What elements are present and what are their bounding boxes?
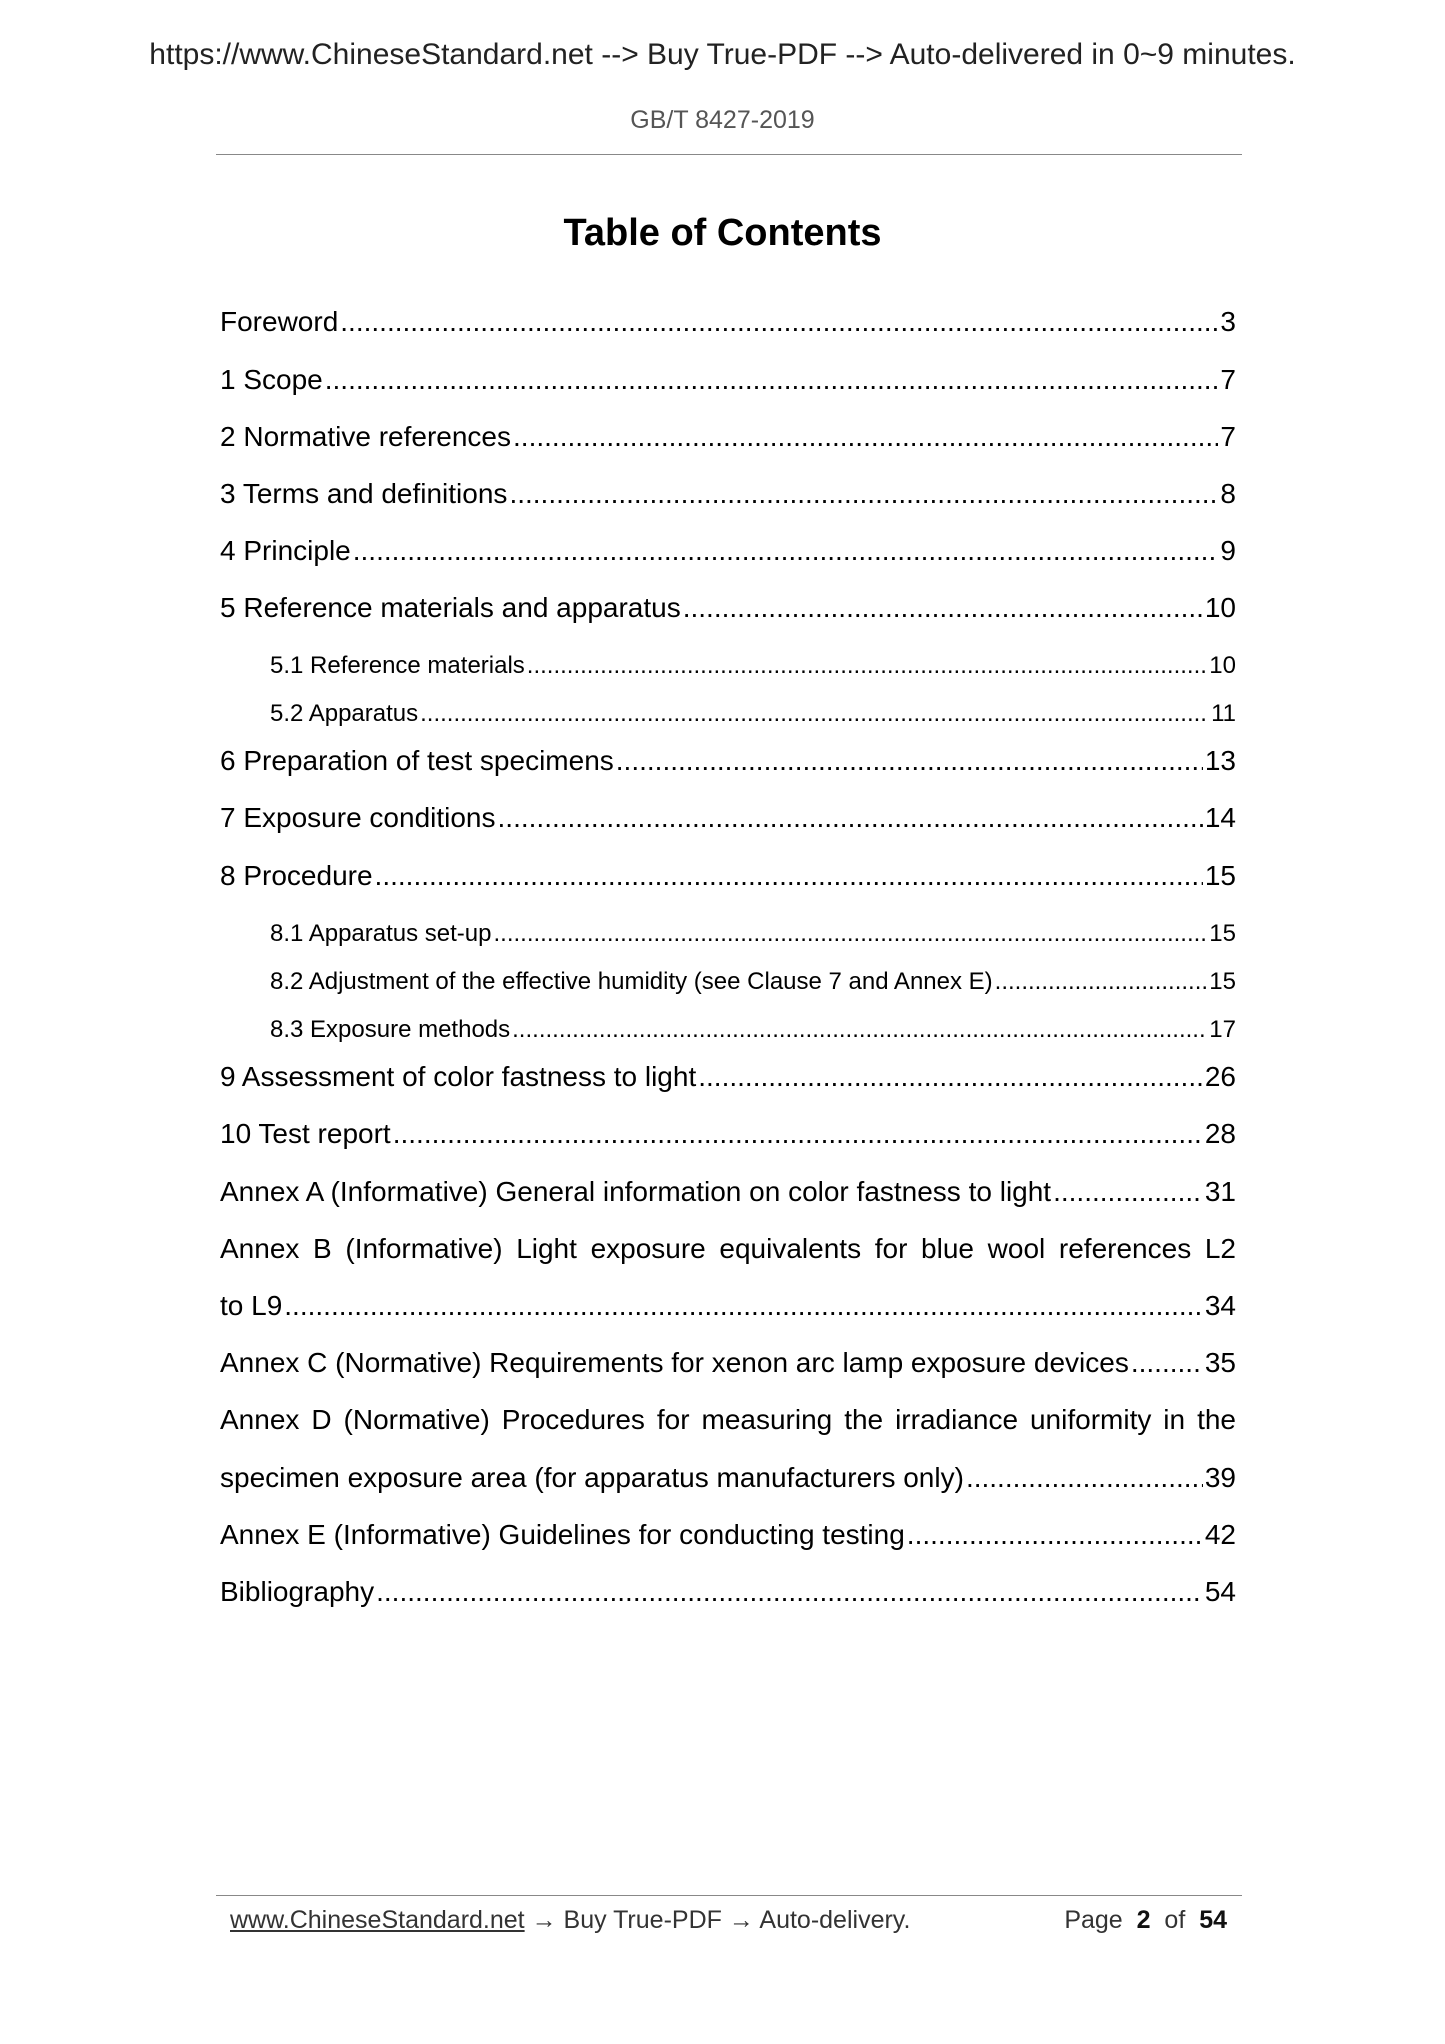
- header-divider: [216, 154, 1242, 155]
- toc-entry-label: 5.1 Reference materials: [270, 652, 525, 679]
- leader-dots: [1053, 1176, 1203, 1208]
- toc-entry-label: Annex E (Informative) Guidelines for conducting testing: [220, 1519, 905, 1550]
- toc-entry-annex-e[interactable]: [220, 1519, 1236, 1551]
- toc-entry-page: 8: [1220, 478, 1236, 509]
- top-banner: https://www.ChineseStandard.net --> Buy True-PDF --> Auto-delivered in 0~9 minutes.: [149, 38, 1296, 71]
- toc-entry-page: 17: [1209, 1016, 1236, 1043]
- toc-entry-label: Bibliography: [220, 1576, 375, 1607]
- toc-entry-label: 4 Principle: [220, 535, 351, 566]
- toc-entry-annex-d-line1[interactable]: [220, 1404, 1236, 1436]
- toc-entry-annex-a[interactable]: [220, 1176, 1236, 1208]
- toc-entry-page: 15: [1209, 920, 1236, 947]
- toc-entry-test-report[interactable]: [220, 1118, 1236, 1150]
- toc-entry-page: 13: [1204, 745, 1236, 776]
- toc-entry-page: 35: [1204, 1347, 1236, 1378]
- page-indicator: [1064, 1906, 1227, 1935]
- toc-entry-label: to L9: [220, 1290, 283, 1321]
- footer-divider: [216, 1895, 1242, 1896]
- toc-subentry-reference-materials[interactable]: [270, 652, 1236, 680]
- toc-entry-annex-d-line2[interactable]: [220, 1462, 1236, 1494]
- toc-subentry-humidity[interactable]: [270, 968, 1236, 996]
- toc-entry-label: 8 Procedure: [220, 860, 373, 891]
- toc-entry-page: 34: [1204, 1290, 1236, 1321]
- document-id: GB/T 8427-2019: [630, 106, 815, 134]
- toc-entry-page: 11: [1211, 700, 1236, 727]
- toc-entry-bibliography[interactable]: [220, 1576, 1236, 1608]
- toc-subentry-apparatus-setup[interactable]: [270, 920, 1236, 948]
- toc-entry-page: 39: [1204, 1462, 1236, 1493]
- leader-dots: [376, 1576, 1203, 1608]
- toc-entry-terms[interactable]: [220, 478, 1236, 510]
- leader-dots: [1131, 1347, 1203, 1379]
- toc-entry-label: Annex B (Informative) Light exposure equivalents for blue wool references L2: [220, 1233, 1236, 1264]
- page-number: 2: [1136, 1906, 1151, 1934]
- toc-entry-label: 10 Test report: [220, 1118, 391, 1149]
- leader-dots: [284, 1290, 1203, 1322]
- leader-dots: [493, 920, 1207, 948]
- toc-entry-page: 28: [1204, 1118, 1236, 1149]
- toc-entry-annex-b-line1[interactable]: [220, 1233, 1236, 1265]
- footer: [230, 1906, 910, 1935]
- toc-entry-annex-c[interactable]: [220, 1347, 1236, 1379]
- toc-entry-assessment[interactable]: [220, 1061, 1236, 1093]
- leader-dots: [527, 652, 1208, 680]
- toc-entry-label: 3 Terms and definitions: [220, 478, 508, 509]
- toc-subentry-exposure-methods[interactable]: [270, 1016, 1236, 1044]
- toc-entry-normative-references[interactable]: [220, 421, 1236, 453]
- toc-entry-scope[interactable]: [220, 364, 1236, 396]
- leader-dots: [513, 421, 1218, 453]
- toc-entry-label: 1 Scope: [220, 364, 323, 395]
- toc-entry-label: 2 Normative references: [220, 421, 512, 452]
- leader-dots: [420, 700, 1209, 728]
- footer-text: → Buy True-PDF → Auto-delivery.: [524, 1906, 911, 1934]
- toc-entry-page: 15: [1209, 968, 1236, 995]
- toc-entry-annex-b-line2[interactable]: [220, 1290, 1236, 1322]
- toc-entry-page: 54: [1204, 1576, 1236, 1607]
- toc-entry-label: Annex D (Normative) Procedures for measuring the irradiance uniformity in the: [220, 1404, 1236, 1435]
- leader-dots: [325, 364, 1219, 396]
- leader-dots: [966, 1462, 1203, 1494]
- toc-entry-procedure[interactable]: [220, 860, 1236, 892]
- leader-dots: [340, 306, 1218, 338]
- toc-entry-page: 9: [1220, 535, 1236, 566]
- page-total: 54: [1199, 1906, 1227, 1934]
- toc-entry-page: 10: [1204, 592, 1236, 623]
- toc-entry-label: Annex A (Informative) General information on color fastness to light: [220, 1176, 1052, 1207]
- leader-dots: [698, 1061, 1203, 1093]
- toc-entry-foreword[interactable]: [220, 306, 1236, 338]
- page-word: Page: [1064, 1906, 1123, 1934]
- toc-entry-label: 9 Assessment of color fastness to light: [220, 1061, 697, 1092]
- leader-dots: [907, 1519, 1203, 1551]
- leader-dots: [512, 1016, 1207, 1044]
- of-word: of: [1164, 1906, 1186, 1934]
- toc-entry-page: 42: [1204, 1519, 1236, 1550]
- toc-entry-page: 31: [1204, 1176, 1236, 1207]
- toc-entry-page: 15: [1204, 860, 1236, 891]
- toc-entry-label: 7 Exposure conditions: [220, 802, 496, 833]
- footer-link[interactable]: www.ChineseStandard.net: [230, 1906, 525, 1934]
- toc-entry-label: 8.3 Exposure methods: [270, 1016, 511, 1043]
- toc-entry-page: 10: [1209, 652, 1236, 679]
- toc-entry-reference-materials-apparatus[interactable]: [220, 592, 1236, 624]
- toc-entry-label: 5.2 Apparatus: [270, 700, 419, 727]
- leader-dots: [498, 802, 1203, 834]
- toc-entry-label: 5 Reference materials and apparatus: [220, 592, 681, 623]
- toc-entry-page: 7: [1220, 364, 1236, 395]
- leader-dots: [616, 745, 1203, 777]
- toc-entry-page: 3: [1220, 306, 1236, 337]
- toc-entry-preparation[interactable]: [220, 745, 1236, 777]
- toc-entry-label: Annex C (Normative) Requirements for xenon arc lamp exposure devices: [220, 1347, 1129, 1378]
- toc-entry-label: 8.2 Adjustment of the effective humidity (see Clause 7 and Annex E): [270, 968, 993, 995]
- leader-dots: [995, 968, 1208, 996]
- toc-entry-label: Foreword: [220, 306, 339, 337]
- leader-dots: [375, 860, 1203, 892]
- leader-dots: [353, 535, 1219, 567]
- leader-dots: [393, 1118, 1203, 1150]
- leader-dots: [509, 478, 1218, 510]
- toc-entry-page: 7: [1220, 421, 1236, 452]
- toc-entry-principle[interactable]: [220, 535, 1236, 567]
- toc-entry-page: 14: [1204, 802, 1236, 833]
- toc-entry-label: 6 Preparation of test specimens: [220, 745, 614, 776]
- toc-entry-page: 26: [1204, 1061, 1236, 1092]
- toc-entry-label: specimen exposure area (for apparatus manufacturers only): [220, 1462, 964, 1493]
- leader-dots: [683, 592, 1203, 624]
- toc-entry-exposure-conditions[interactable]: [220, 802, 1236, 834]
- toc-entry-label: 8.1 Apparatus set-up: [270, 920, 492, 947]
- toc-subentry-apparatus[interactable]: [270, 700, 1236, 728]
- page-title: Table of Contents: [563, 212, 882, 254]
